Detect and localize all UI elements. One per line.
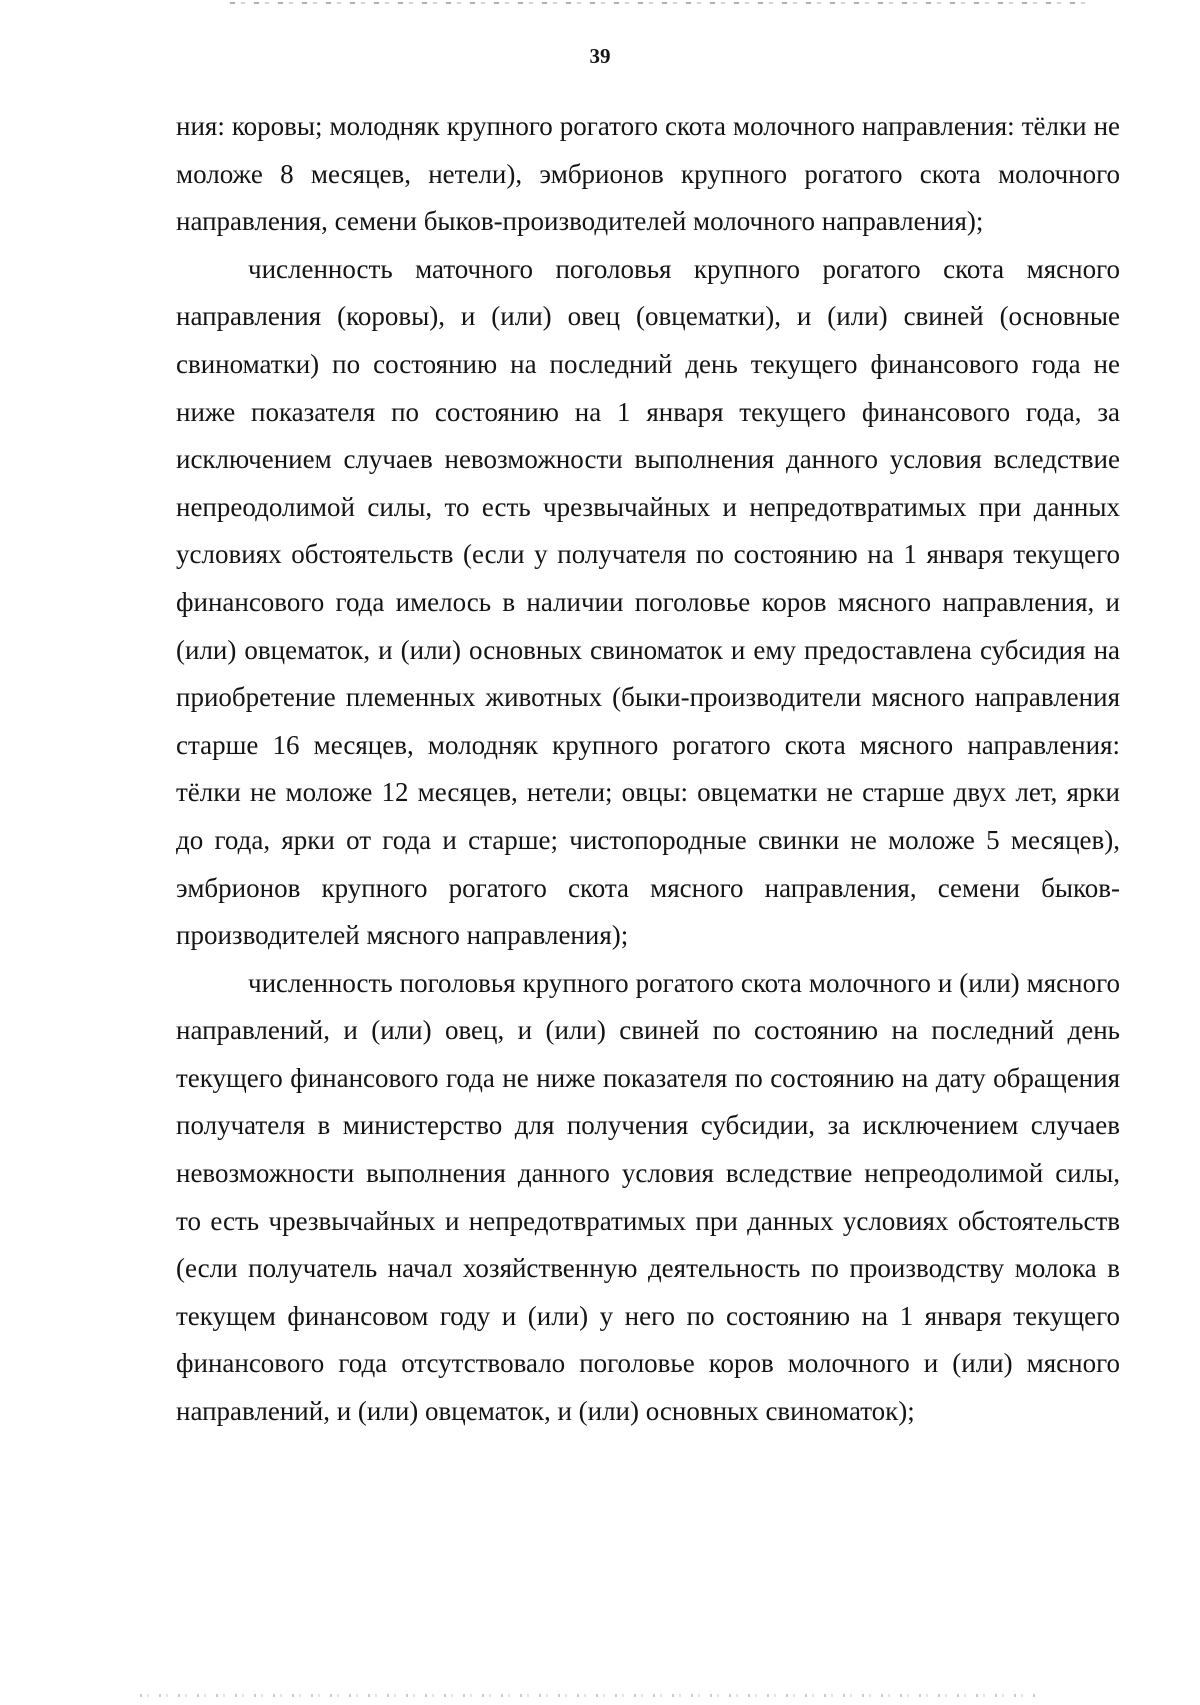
- scan-artifact-top: [230, 2, 1090, 4]
- page-number: 39: [589, 44, 611, 68]
- document-body: [176, 103, 1120, 1436]
- paragraph-continuation: ния: коровы; молодняк крупного рогатого скота молочного направления: тёлки не моложе 8 месяцев, нетели), эмбрионов крупного рогатого скота молочного направления, семени быков-производителей молочного направления);: [176, 111, 1120, 237]
- paragraph-meat-livestock-condition: численность маточного поголовья крупного рогатого скота мясного направления (коровы), и (или) овец (овцематки), и (или) свиней (основные свиноматки) по состоянию на последний день текущего финансового года не ниже показателя по состоянию на 1 января текущего финансового года, за исключением случаев невозможности выполнения данного условия вследствие непреодолимой силы, то есть чрезвычайных и непредотвратимых при данных условиях обстоятельств (если у получателя по состоянию на 1 января текущего финансового года имелось в наличии поголовье коров мясного направления, и (или) овцематок, и (или) основных свиноматок и ему предоставлена субсидия на приобретение племенных животных (быки-производители мясного направления старше 16 месяцев, молодняк крупного рогатого скота мясного направления: тёлки не моложе 12 месяцев, нетели; овцы: овцематки не старше двух лет, ярки до года, ярки от года и старше; чистопородные свинки не моложе 5 месяцев), эмбрионов крупного рогатого скота мясного направления, семени быков-производителей мясного направления);: [176, 253, 1120, 951]
- paragraph-total-livestock-condition: численность поголовья крупного рогатого скота молочного и (или) мясного направлений, и (или) овец, и (или) свиней по состоянию на последний день текущего финансового года не ниже показателя по состоянию на дату обращения получателя в министерство для получения субсидии, за исключением случаев невозможности выполнения данного условия вследствие непреодолимой силы, то есть чрезвычайных и непредотвратимых при данных условиях обстоятельств (если получатель начал хозяйственную деятельность по производству молока в текущем финансовом году и (или) у него по состоянию на 1 января текущего финансового года отсутствовало поголовье коров молочного и (или) мясного направлений, и (или) овцематок, и (или) основных свиноматок);: [176, 967, 1120, 1427]
- scan-artifact-bottom: [140, 1694, 1040, 1697]
